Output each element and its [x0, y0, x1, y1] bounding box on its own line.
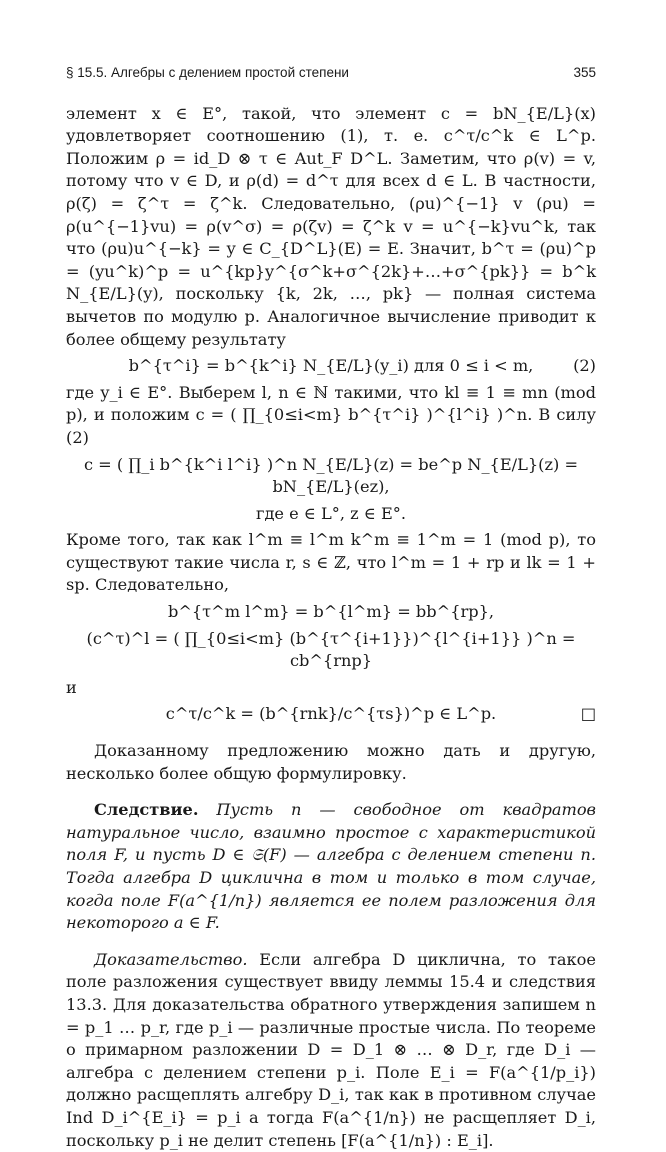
equation-c-where-body: где e ∈ L°, z ∈ E°. [255, 503, 407, 523]
equation-c-tau-l [66, 628, 596, 673]
equation-2-number: (2) [573, 356, 596, 376]
equation-b-tau-m-body: b^{τ^m l^m} = b^{l^m} = bb^{rp}, [167, 602, 495, 622]
equation-c-formula-body: c = ( ∏_i b^{k^i l^i} )^n N_{E/L}(z) = be^p N_{E/L}(z) = bN_{E/L}(ez), [83, 454, 579, 497]
proof-text: Если алгебра D циклична, то такое поле разложения существует ввиду леммы 15.4 и следствия 13.3. Для доказательства обратного утверждения запишем n = p_1 … p_r, где p_i — различные простые числа. По теореме о примарном разложении D = D_1 ⊗ … ⊗ D_r, где D_i — алгебра с делением степени p_i. Поле E_i = F(a^{1/p_i}) должно расщеплять алгебру D_i, так как в противном случае Ind D_i^{E_i} = p_i а тогда F(a^{1/n}) не расщепляет D_i, поскольку p_i не делит степень [F(a^{1/n}) : E_i]. [66, 949, 596, 1150]
corollary-text: Пусть n — свободное от квадратов натуральное число, взаимно простое с характеристикой поля F, и пусть D ∈ 𝔖(F) — алгебра с делением степени n. Тогда алгебра D циклична в том и только в том случае, когда поле F(a^{1/n}) является ее полем разложения для некоторого a ∈ F. [66, 800, 596, 933]
paragraph-main-computation: элемент x ∈ E°, такой, что элемент c = bN_{E/L}(x) удовлетворяет соотношению (1), т. е. c^τ/c^k ∈ L^p. Положим ρ = id_D ⊗ τ ∈ Aut_F D^L. Заметим, что ρ(v) = v, потому что v ∈ D, и ρ(d) = d^τ для всех d ∈ L. В частности, ρ(ζ) = ζ^τ = ζ^k. Следовательно, (ρu)^{−1} v (ρu) = ρ(u^{−1}vu) = ρ(v^σ) = ρ(ζv) = ζ^k v = u^{−k}vu^k, так что (ρu)u^{−k} = y ∈ C_{D^L}(E) = E. Значит, b^τ = (ρu)^p = (yu^k)^p = u^{kp}y^{σ^k+σ^{2k}+…+σ^{pk}} = b^k N_{E/L}(y), поскольку {k, 2k, …, pk} — полная система вычетов по модулю p. Аналогичное вычисление приводит к более общему результату [66, 103, 596, 349]
section-title: § 15.5. Алгебры с делением простой степени [66, 65, 349, 80]
running-header [66, 62, 596, 85]
paragraph-moreover: Кроме того, так как l^m ≡ l^m k^m ≡ 1^m = 1 (mod p), то существуют такие числа r, s ∈ ℤ, что l^m = 1 + rp и lk = 1 + sp. Следовательно, [66, 530, 596, 595]
paragraph-other-formulation: Доказанному предложению можно дать и другую, несколько более общую формулировку. [66, 741, 596, 783]
equation-c-formula [66, 454, 596, 499]
proof-label: Доказательство. [94, 949, 248, 969]
corollary [66, 799, 596, 935]
equation-final-body: c^τ/c^k = (b^{rnk}/c^{τs})^p ∈ L^p. [165, 704, 497, 724]
proof [66, 949, 596, 1152]
equation-c-tau-l-body: (c^τ)^l = ( ∏_{0≤i<m} (b^{τ^{i+1}})^{l^{i+1}} )^n = cb^{rnp} [86, 628, 576, 671]
equation-c-where [66, 503, 596, 526]
paragraph-choose-ln: где y_i ∈ E°. Выберем l, n ∈ ℕ такими, что kl ≡ 1 ≡ mn (mod p), и положим c = ( ∏_{0≤i<m} b^{τ^i} )^{l^i} )^n. В силу (2) [66, 382, 596, 447]
equation-final [66, 703, 596, 726]
corollary-label: Следствие. [94, 800, 199, 820]
equation-2-body: b^{τ^i} = b^{k^i} N_{E/L}(y_i) для 0 ≤ i < m, [128, 356, 534, 376]
equation-2 [66, 355, 596, 378]
conjunction-and: и [66, 677, 77, 697]
page-number: 355 [573, 65, 596, 80]
equation-b-tau-m [66, 601, 596, 624]
qed-symbol: □ [580, 704, 596, 724]
